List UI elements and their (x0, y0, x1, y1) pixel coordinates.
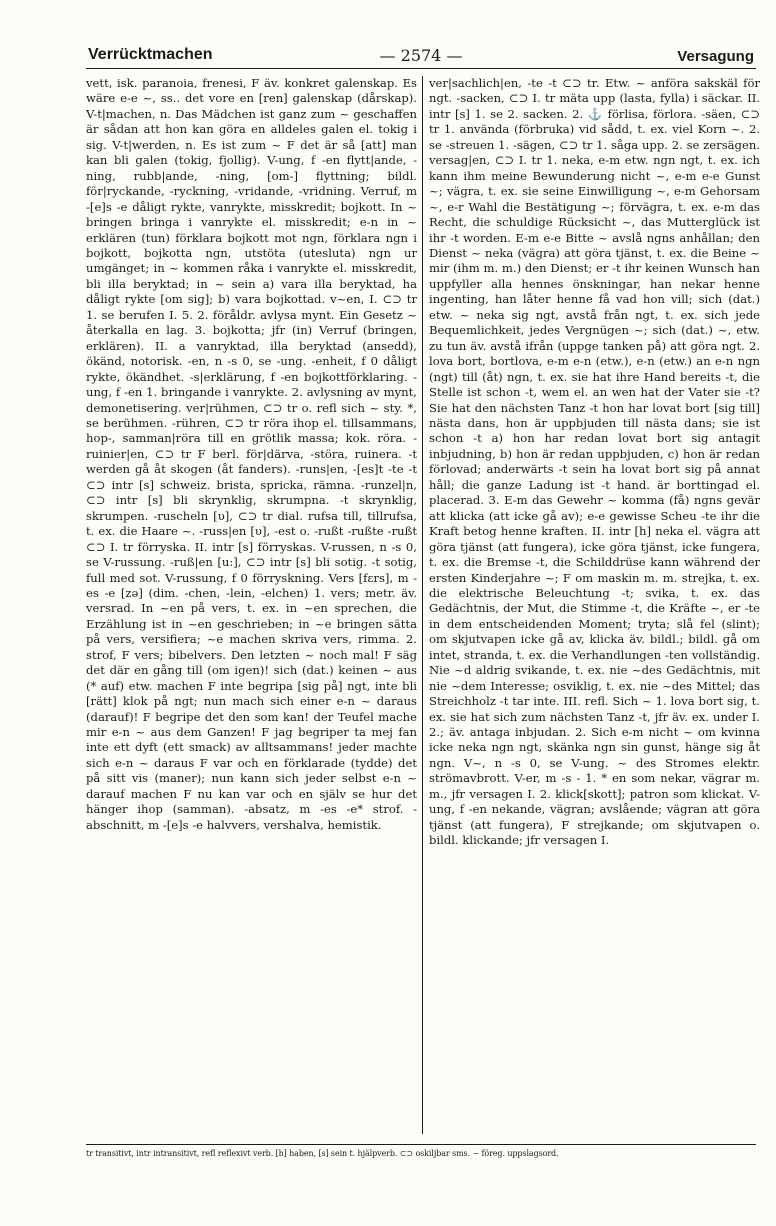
page-header (86, 42, 756, 69)
abbreviation-footer: tr transitivt, intr intransitivt, refl reflexivt verb. [h] haben, [s] sein t. hjälpverb. ⊂⊃ oskiljbar sms. ~ föreg. uppslagsord. (86, 1144, 756, 1158)
page-number: — 2574 — (379, 46, 463, 65)
dictionary-page (86, 42, 760, 1202)
right-column (429, 76, 760, 1134)
left-column (86, 76, 417, 1134)
column-divider (422, 76, 423, 1134)
left-column-text: vett, isk. paranoia, frenesi, F äv. konkret galenskap. Es wäre e-e ~, ss.. det vore en [ren] galenskap (dårskap). V-t|machen, n. Das Mädchen ist ganz zum ~ geschaffen är sådan att hon kan göra en alldeles galen el. tokig i sig. V-t|werden, n. Es ist zum ~ F det är så [att] man kan bli galen (tokig, fjollig). V-ung, f -en flytt|ande, -ning, rubb|ande, -ning, [om-] flyttning; bildl. för|ryckande, -ryckning, -vridande, -vridning. Verruf, m -[e]s -e dåligt rykte, vanrykte, misskredit; bojkott. In ~ bringen bringa i vanrykte el. misskredit; e-n in ~ erklären (tun) förklara bojkott mot ngn, förklara ngn i bojkott, bojkotta ngn, utstöta (utesluta) ngn ur umgänget; in ~ kommen råka i vanrykte el. misskredit, bli illa beryktad; in ~ sein a) vara illa beryktad, ha dåligt rykte [om sig]; b) vara bojkottad. v~en, I. ⊂⊃ tr 1. se berufen I. 5. 2. föråldr. avlysa mynt. Ein Gesetz ~ återkalla en lag. 3. bojkotta; jfr (in) Verruf (bringen, erklären). II. a vanryktad, illa beryktad (ansedd), ökänd, notorisk. -en, n -s 0, se -ung. -enheit, f 0 dåligt rykte, ökändhet. -s|erklärung, f -en bojkottförklaring. -ung, f -en 1. bringande i vanrykte. 2. avlysning av mynt, demonetisering. ver|rühmen, ⊂⊃ tr o. refl sich ~ sty. *, se berühmen. -rühren, ⊂⊃ tr röra ihop el. tillsammans, hop-, samman|röra till en grötlik massa; kok. röra. -ruinier|en, ⊂⊃ tr F berl. för|därva, -störa, ruinera. -t werden gå åt skogen (åt fanders). -runs|en, -[es]t -te -t ⊂⊃ intr [s] schweiz. brista, spricka, rämna. -runzel|n, ⊂⊃ intr [s] bli skrynklig, skrumpna. -t skrynklig, skrumpen. -ruscheln [υ], ⊂⊃ tr dial. rufsa till, tillrufsa, t. ex. die Haare ~. -russ|en [υ], -est o. -rußt -rußte -rußt ⊂⊃ I. tr förryska. II. intr [s] förryskas. V-russen, n -s 0, se V-russung. -ruß|en [u:], ⊂⊃ intr [s] bli sotig. -t sotig, full med sot. V-russung, f 0 förryskning. Vers [fεrs], m -es -e [zə] (dim. -chen, -lein, -elchen) 1. vers; metr. äv. versrad. In ~en på vers, t. ex. in ~en sprechen, die Erzählung ist in ~en geschrieben; in ~e bringen sätta på vers, versifiera; ~e machen skriva vers, rimma. 2. strof, F vers; bibelvers. Den letzten ~ noch mal! F säg det där en gång till (om igen)! sich (dat.) keinen ~ aus (* auf) etw. machen F inte begripa [sig på] ngt, inte bli [rätt] klok på ngt; nun mach sich einer e-n ~ daraus (darauf)! F begripe det den som kan! der Teufel mache mir e-n ~ aus dem Ganzen! F jag begriper ta mej fan inte ett dyft (ett smack) av alltsammans! jeder machte sich e-n ~ daraus F var och en förklarade (tydde) det på sitt vis (maner); nun kann sich jeder selbst e-n ~ darauf machen F nu kan var och en själv se hur det hänger ihop (samman). -absatz, m -es -e* strof. -abschnitt, m -[e]s -e halvvers, vershalva, hemistik. (86, 76, 417, 832)
right-column-text: ver|sachlich|en, -te -t ⊂⊃ tr. Etw. ~ anföra sakskäl för ngt. -sacken, ⊂⊃ I. tr mäta upp (lasta, fylla) i säckar. II. intr [s] 1. se 2. sacken. 2. ⚓ förlisa, förlora. -säen, ⊂⊃ tr 1. använda (förbruka) vid sådd, t. ex. viel Korn ~. 2. se -streuen 1. -sägen, ⊂⊃ tr 1. såga upp. 2. se zersägen. versag|en, ⊂⊃ I. tr 1. neka, e-m etw. ngn ngt, t. ex. ich kann ihm meine Bewunderung nicht ~, e-m e-e Gunst ~; vägra, t. ex. sie seine Einwilligung ~, e-m Gehorsam ~, e-r Wahl die Bestätigung ~; förvägra, t. ex. e-m das Recht, die schuldige Rücksicht ~, das Mutterglück ist ihr -t worden. E-m e-e Bitte ~ avslå ngns anhållan; den Dienst ~ neka (vägra) att göra tjänst, t. ex. die Beine ~ mir (ihm m. m.) den Dienst; er -t ihr keinen Wunsch han uppfyller alla hennes önskningar, han nekar henne ingenting, han låter henne få vad hon vill; sich (dat.) etw. ~ neka sig ngt, avstå från ngt, t. ex. sich jede Bequemlichkeit, jedes Vergnügen ~; sich (dat.) ~, etw. zu tun äv. avstå ifrån (uppge tanken på) att göra ngt. 2. lova bort, bortlova, e-m e-n (etw.), e-n (etw.) an e-n ngn (ngt) till (åt) ngn, t. ex. sie hat ihre Hand bereits -t, die Stelle ist schon -t, wem el. an wen hat der Vater sie -t? Sie hat den nächsten Tanz -t hon har lovat bort [sig till] nästa dans, hon är uppbjuden till nästa dans; sie ist schon -t a) hon har redan lovat bort sig antagit inbjudning, b) hon är redan uppbjuden, c) hon är redan förlovad; anderwärts -t sein ha lovat bort sig på annat håll; die ganze Ladung ist -t hand. är borttingad el. placerad. 3. E-m das Gewehr ~ komma (få) ngns gevär att klicka (att icke gå av); e-e gewisse Scheu -te ihr die Kraft betog henne kraften. II. intr [h] neka el. vägra att göra tjänst (att fungera), icke göra tjänst, icke fungera, t. ex. die Bremse -t, die Schilddrüse kann während der ersten Kinderjahre ~; F om maskin m. m. strejka, t. ex. die elektrische Beleuchtung -t; svika, t. ex. das Gedächtnis, der Mut, die Stimme -t, die Kräfte ~, er -te in dem entscheidenden Moment; tryta; slå fel (slint); om skjutvapen icke gå av, klicka äv. bildl.; bildl. gå om intet, stranda, t. ex. die Verhandlungen -ten vollständig. Nie ~d aldrig svikande, t. ex. nie ~des Gedächtnis, mit nie ~dem Interesse; osviklig, t. ex. nie ~des Mittel; das Streichholz -t tar inte. III. refl. Sich ~ 1. lova bort sig, t. ex. sie hat sich zum nächsten Tanz -t, jfr äv. ex. under I. 2.; äv. antaga inbjudan. 2. Sich e-m nicht ~ om kvinna icke neka ngn ngt, skänka ngn sin gunst, hänge sig åt ngn. V~, n -s 0, se V-ung. ~ des Stromes elektr. strömavbrott. V-er, m -s - 1. * en som nekar, vägrar m. m., jfr versagen I. 2. klick[skott]; patron som klickat. V-ung, f -en nekande, vägran; avslående; vägran att göra tjänst (att fungera), F strejkande; om skjutvapen o. bildl. klickande; jfr versagen I. (429, 76, 760, 848)
text-columns (86, 76, 760, 1134)
header-last-entry: Versagung (677, 48, 754, 65)
header-first-entry: Verrücktmachen (88, 46, 213, 63)
